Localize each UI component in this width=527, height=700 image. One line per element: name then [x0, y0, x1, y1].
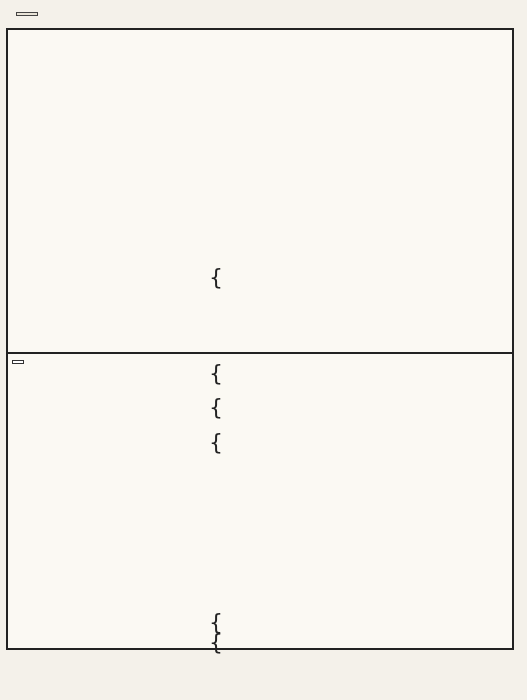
brace-icon: { — [209, 266, 223, 291]
phrase-row — [8, 552, 512, 582]
brace-icon: { — [209, 362, 223, 387]
phrase-row — [8, 246, 512, 264]
phrase-row — [8, 314, 512, 332]
phrase-row — [8, 392, 512, 426]
brace-icon: { — [209, 431, 223, 456]
phrase-row — [8, 582, 512, 610]
phrase-row — [8, 264, 512, 294]
header-arabic-takbir — [16, 12, 38, 16]
phrase-row — [8, 192, 512, 210]
phrase-row — [8, 631, 512, 656]
phrase-row — [8, 462, 512, 492]
page-header — [6, 0, 514, 28]
phrase-row — [8, 148, 512, 170]
phrase-row — [8, 64, 512, 86]
brace-icon: { — [209, 611, 223, 636]
phrase-row — [8, 36, 512, 64]
content-frame — [6, 28, 514, 656]
phrase-row — [8, 108, 512, 148]
phrase-row — [8, 228, 512, 246]
section-divider — [8, 352, 512, 354]
phrase-row — [8, 522, 512, 552]
phrase-row — [8, 332, 512, 352]
phrase-row — [8, 170, 512, 192]
phrase-row — [8, 86, 512, 108]
brace-icon: { — [209, 396, 223, 421]
brace-icon: { — [209, 631, 223, 656]
phrase-row — [8, 492, 512, 522]
phrase-row — [8, 210, 512, 228]
phrase-row — [8, 426, 512, 462]
phrase-row — [8, 610, 512, 638]
phrase-row — [8, 358, 512, 392]
phrase-row — [8, 294, 512, 314]
